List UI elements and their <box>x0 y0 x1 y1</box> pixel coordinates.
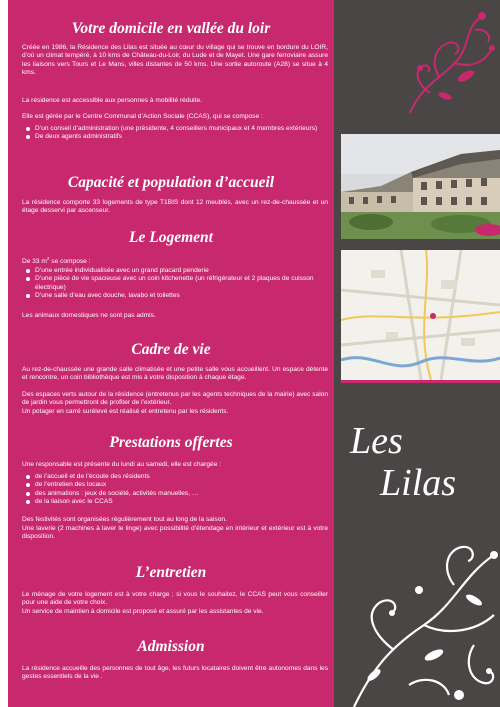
section-title-logement: Le Logement <box>129 229 213 246</box>
floral-ornament-icon <box>334 515 500 707</box>
cadre-p1: Au rez-de-chaussée une grande salle climatisée et une petite salle vous accueillent. Un espace détente et rencontre, un coin bibliothèque est mis à votre disposition à chaque étage. <box>22 366 328 382</box>
domicile-intro: Créée en 1986, la Résidence des Lilas est située au cœur du village qui se trouve en bordure du LOIR, d’où un climat tempéré, à 10 kms de Château-du-Loir, du Lude et de Mayet. Une gare ferroviaire assure les liaisons vers Tours et Le Mans, villes distantes de 50 kms. Une sortie autoroute (A28) se situe à 4 kms. <box>22 44 328 76</box>
section-title-cadre: Cadre de vie <box>131 341 211 358</box>
prestations-list <box>26 473 326 506</box>
prestations-p2: Une laverie (2 machines à laver le linge) avec possibilité d’étendage en intérieur et extérieur est à votre disposition. <box>22 525 328 541</box>
list-item: D’un conseil d’administration (une présidente, 4 conseillers municipaux et 4 membres extérieurs) <box>26 125 326 133</box>
section-title-entretien: L’entretien <box>135 564 207 581</box>
logement-intro: De 33 $m^2$ se compose : <box>22 256 91 266</box>
section-title-domicile: Votre domicile en vallée du loir <box>71 20 271 37</box>
domicile-management: Elle est gérée par le Centre Communal d’Action Sociale (CCAS), qui se compose : <box>22 113 263 120</box>
list-item: De deux agents administratifs <box>26 133 326 141</box>
location-map <box>341 250 500 383</box>
cadre-p3: Un potager en carré surélevé est réalisé et entretenu par les résidents. <box>22 408 229 415</box>
logement-pets: Les animaux domestiques ne sont pas admis. <box>22 312 156 319</box>
list-item: de l’entretien des locaux <box>26 481 326 489</box>
floral-ornament-icon <box>400 8 500 118</box>
list-item: D’une entrée individualisée avec un grand placard penderie <box>26 267 326 275</box>
residence-photo <box>341 134 500 239</box>
section-title-prestations: Prestations offertes <box>109 434 233 451</box>
prestations-intro: Une responsable est présente du lundi au samedi, elle est chargée : <box>22 461 222 468</box>
list-item: de la liaison avec le CCAS <box>26 498 326 506</box>
list-item: D’une pièce de vie spacieuse avec un coin kitchenette (un réfrigérateur et 2 plaques de cuisson électrique) <box>26 275 326 292</box>
section-title-admission: Admission <box>137 638 205 655</box>
residence-name-line2: Lilas <box>380 462 457 504</box>
entretien-p1: Le ménage de votre logement est à votre charge ; si vous le souhaitez, le CCAS peut vous conseiller pour une aide de votre choix. <box>22 591 328 607</box>
list-item: D’une salle d’eau avec douche, lavabo et toilettes <box>26 292 326 300</box>
domicile-list <box>26 125 326 142</box>
list-item: des animations : jeux de société, activités manuelles, … <box>26 490 326 498</box>
cadre-p2: Des espaces verts autour de la résidence (entretenus par les agents techniques de la mairie) avec salon de jardin vous permettront de profiter de l’extérieur. <box>22 391 328 407</box>
entretien-p2: Un service de maintien à domicile est proposé et assuré par les assistantes de vie. <box>22 608 264 615</box>
section-title-capacite: Capacité et population d’accueil <box>67 174 275 191</box>
capacite-text: La résidence comporte 33 logements de type T1BIS dont 12 meublés, avec un rez-de-chaussée et un étage desservi par ascenseur. <box>22 199 328 215</box>
list-item: de l’accueil et de l’écoute des résidents <box>26 473 326 481</box>
content-panel <box>8 0 334 707</box>
prestations-p1: Des festivités sont organisées régulièrement tout au long de la saison. <box>22 516 227 523</box>
domicile-access: La résidence est accessible aux personnes à mobilité réduite. <box>22 97 202 104</box>
admission-text: La résidence accueille des personnes de tout âge, les futurs locataires doivent être autonomes dans les gestes essentiels de la vie . <box>22 665 328 681</box>
logement-list <box>26 267 326 300</box>
residence-name-line1: Les <box>350 420 403 462</box>
